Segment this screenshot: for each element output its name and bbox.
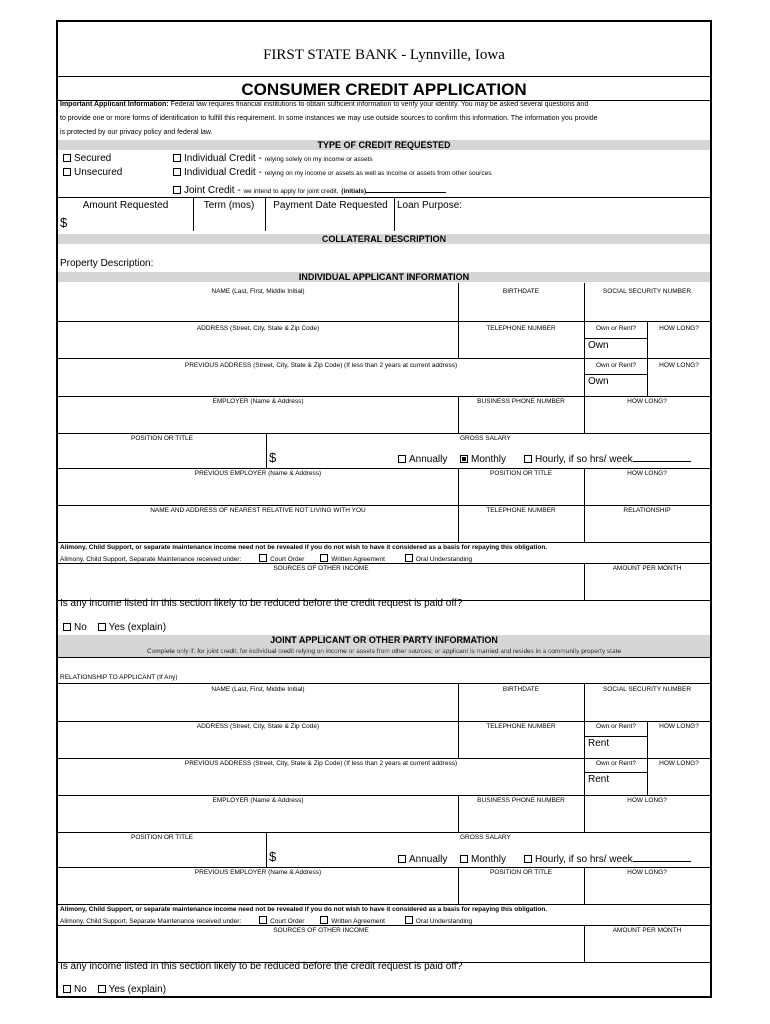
- ind-name-label: NAME (Last, First, Middle Initial): [211, 288, 305, 295]
- secured-checkbox[interactable]: [63, 154, 71, 162]
- section-title-credit-type: TYPE OF CREDIT REQUESTED: [317, 140, 451, 150]
- ind-written-agreement-checkbox[interactable]: [320, 554, 328, 562]
- term-label: Term (mos): [203, 200, 255, 211]
- ind-employer-label: EMPLOYER (Name & Address): [212, 398, 304, 405]
- joint-monthly-checkbox[interactable]: [460, 855, 468, 863]
- ind-business-phone-label: BUSINESS PHONE NUMBER: [477, 398, 565, 405]
- joint-salary-dollar: $: [269, 849, 277, 864]
- joint-own-or-rent-label: Own or Rent?: [595, 723, 637, 730]
- joint-yes-checkbox[interactable]: [98, 985, 106, 993]
- joint-own-or-rent-label-2: Own or Rent?: [595, 760, 637, 767]
- ind-prev-employer-label: PREVIOUS EMPLOYER (Name & Address): [194, 470, 322, 477]
- divider: [58, 197, 710, 198]
- individual-credit-checkbox-2[interactable]: [173, 168, 181, 176]
- joint-court-order-checkbox[interactable]: [259, 916, 267, 924]
- ind-sources-label: SOURCES OF OTHER INCOME: [273, 565, 369, 572]
- joint-credit-checkbox[interactable]: [173, 186, 181, 194]
- ind-court-order-checkbox[interactable]: [259, 554, 267, 562]
- ind-alimony-options: Alimony, Child Support, Separate Maintenance received under: Court Order Written Agreement Oral Understanding: [60, 556, 473, 563]
- joint-monthly-option[interactable]: Monthly: [460, 854, 506, 865]
- ind-prev-address-label: PREVIOUS ADDRESS (Street, City, State & Zip Code) (If less than 2 years at current address): [184, 362, 458, 369]
- notice-line-3: is protected by our privacy policy and federal law.: [60, 129, 213, 136]
- ind-hourly-checkbox[interactable]: [524, 455, 532, 463]
- ind-address-label: ADDRESS (Street, City, State & Zip Code): [196, 325, 320, 332]
- joint-alimony-notice: Alimony, Child Support, or separate maintenance income need not be revealed if you do not wish to have it considered as a basis for repaying this obligation.: [60, 906, 548, 913]
- notice-line-2: to provide one or more forms of identification to fulfill this requirement. In some instances we may use outside sources to confirm this information. The information you provide: [60, 115, 598, 122]
- joint-alimony-options: Alimony, Child Support, Separate Maintenance received under: Court Order Written Agreement Oral Understanding: [60, 918, 473, 925]
- property-description-label: Property Description:: [60, 258, 154, 269]
- joint-written-agreement-checkbox[interactable]: [320, 916, 328, 924]
- ind-alimony-notice: Alimony, Child Support, or separate maintenance income need not be revealed if you do not wish to have it considered as a basis for repaying this obligation.: [60, 544, 548, 551]
- ind-monthly-checkbox[interactable]: [460, 455, 468, 463]
- bank-name: FIRST STATE BANK - Lynnville, Iowa: [263, 47, 505, 63]
- ind-how-long-label-2: HOW LONG?: [659, 362, 699, 369]
- joint-telephone-label: TELEPHONE NUMBER: [486, 723, 556, 730]
- ind-how-long-label: HOW LONG?: [659, 325, 699, 332]
- joint-credit-option[interactable]: Joint Credit - we intend to apply for joint credit. (initials): [173, 185, 446, 196]
- ind-birthdate-label: BIRTHDATE: [502, 288, 540, 295]
- joint-amount-month-label: AMOUNT PER MONTH: [612, 927, 682, 934]
- divider: [58, 76, 710, 77]
- payment-date-label: Payment Date Requested: [273, 200, 388, 211]
- ind-own-or-rent-label-2: Own or Rent?: [595, 362, 637, 369]
- ind-how-long-label-4: HOW LONG?: [627, 470, 667, 477]
- ind-telephone-label: TELEPHONE NUMBER: [486, 325, 556, 332]
- ind-hourly-option[interactable]: Hourly, if so hrs/ week: [524, 454, 691, 465]
- initials-field[interactable]: [366, 192, 446, 193]
- amount-requested-label: Amount Requested: [82, 200, 169, 211]
- joint-hourly-option[interactable]: Hourly, if so hrs/ week: [524, 854, 691, 865]
- ind-own-or-rent-value[interactable]: Own: [588, 340, 609, 351]
- ind-reduced-question: Is any income listed in this section likely to be reduced before the credit request is paid off?: [60, 598, 463, 609]
- ind-monthly-option[interactable]: Monthly: [460, 454, 506, 465]
- joint-relationship-label: RELATIONSHIP TO APPLICANT (If Any): [60, 674, 178, 681]
- joint-band-note: Complete only if: for joint credit; for individual credit relying on income or assets from other sources; or applicant is married and resides in a community property state: [147, 648, 621, 655]
- ind-own-or-rent-label: Own or Rent?: [595, 325, 637, 332]
- unsecured-option[interactable]: Unsecured: [63, 167, 122, 178]
- ind-position-label: POSITION OR TITLE: [130, 435, 193, 442]
- ind-reduced-options: No Yes (explain): [63, 622, 166, 633]
- loan-purpose-label: Loan Purpose:: [397, 200, 463, 211]
- joint-address-label: ADDRESS (Street, City, State & Zip Code): [196, 723, 320, 730]
- section-title-collateral: COLLATERAL DESCRIPTION: [321, 234, 447, 244]
- ind-oral-understanding-checkbox[interactable]: [405, 554, 413, 562]
- ind-annually-option[interactable]: Annually: [398, 454, 447, 465]
- ind-gross-salary-label: GROSS SALARY: [460, 435, 511, 442]
- divider: [394, 197, 395, 231]
- joint-position-label: POSITION OR TITLE: [130, 834, 193, 841]
- joint-reduced-question: Is any income listed in this section likely to be reduced before the credit request is paid off?: [60, 961, 463, 972]
- individual-credit-option-2[interactable]: Individual Credit - relying on my income or assets as well as income or assets from other sources: [173, 167, 491, 178]
- joint-business-phone-label: BUSINESS PHONE NUMBER: [477, 797, 565, 804]
- joint-employer-label: EMPLOYER (Name & Address): [212, 797, 304, 804]
- ind-yes-checkbox[interactable]: [98, 623, 106, 631]
- joint-hourly-checkbox[interactable]: [524, 855, 532, 863]
- amount-dollar-sign: $: [60, 215, 68, 230]
- ind-own-or-rent-value-2[interactable]: Own: [588, 376, 609, 387]
- joint-hours-field[interactable]: [633, 861, 691, 862]
- joint-birthdate-label: BIRTHDATE: [502, 686, 540, 693]
- ind-ssn-label: SOCIAL SECURITY NUMBER: [602, 288, 692, 295]
- joint-ssn-label: SOCIAL SECURITY NUMBER: [602, 686, 692, 693]
- ind-amount-month-label: AMOUNT PER MONTH: [612, 565, 682, 572]
- joint-prev-address-label: PREVIOUS ADDRESS (Street, City, State & Zip Code) (If less than 2 years at current address): [184, 760, 458, 767]
- individual-credit-checkbox-1[interactable]: [173, 154, 181, 162]
- joint-reduced-options: No Yes (explain): [63, 984, 166, 995]
- ind-salary-dollar: $: [269, 450, 277, 465]
- joint-how-long-label-3: HOW LONG?: [627, 797, 667, 804]
- joint-how-long-label: HOW LONG?: [659, 723, 699, 730]
- ind-relationship-label: RELATIONSHIP: [623, 507, 671, 514]
- joint-annually-option[interactable]: Annually: [398, 854, 447, 865]
- divider: [193, 197, 194, 231]
- section-title-individual: INDIVIDUAL APPLICANT INFORMATION: [298, 272, 470, 282]
- form-title: CONSUMER CREDIT APPLICATION: [241, 80, 527, 99]
- ind-hours-field[interactable]: [633, 461, 691, 462]
- individual-credit-option-1[interactable]: Individual Credit - relying solely on my income or assets: [173, 153, 373, 164]
- unsecured-checkbox[interactable]: [63, 168, 71, 176]
- joint-how-long-label-2: HOW LONG?: [659, 760, 699, 767]
- ind-relative-label: NAME AND ADDRESS OF NEAREST RELATIVE NOT LIVING WITH YOU: [150, 507, 366, 514]
- joint-name-label: NAME (Last, First, Middle Initial): [211, 686, 305, 693]
- joint-position-label-2: POSITION OR TITLE: [489, 869, 552, 876]
- joint-annually-checkbox[interactable]: [398, 855, 406, 863]
- notice-line-1: Important Applicant Information: Federal law requires financial institutions to obtain sufficient information to verify your identity. You may be asked several questions and: [60, 101, 589, 108]
- secured-option[interactable]: Secured: [63, 153, 111, 164]
- joint-gross-salary-label: GROSS SALARY: [460, 834, 511, 841]
- ind-telephone-label-2: TELEPHONE NUMBER: [486, 507, 556, 514]
- section-title-joint: JOINT APPLICANT OR OTHER PARTY INFORMATION: [270, 635, 498, 645]
- joint-own-or-rent-value-2[interactable]: Rent: [588, 774, 610, 785]
- application-form: [56, 20, 712, 998]
- joint-prev-employer-label: PREVIOUS EMPLOYER (Name & Address): [194, 869, 322, 876]
- joint-own-or-rent-value[interactable]: Rent: [588, 738, 610, 749]
- joint-sources-label: SOURCES OF OTHER INCOME: [273, 927, 369, 934]
- ind-no-checkbox[interactable]: [63, 623, 71, 631]
- ind-how-long-label-3: HOW LONG?: [627, 398, 667, 405]
- joint-oral-understanding-checkbox[interactable]: [405, 916, 413, 924]
- ind-position-label-2: POSITION OR TITLE: [489, 470, 552, 477]
- joint-no-checkbox[interactable]: [63, 985, 71, 993]
- ind-annually-checkbox[interactable]: [398, 455, 406, 463]
- joint-how-long-label-4: HOW LONG?: [627, 869, 667, 876]
- divider: [265, 197, 266, 231]
